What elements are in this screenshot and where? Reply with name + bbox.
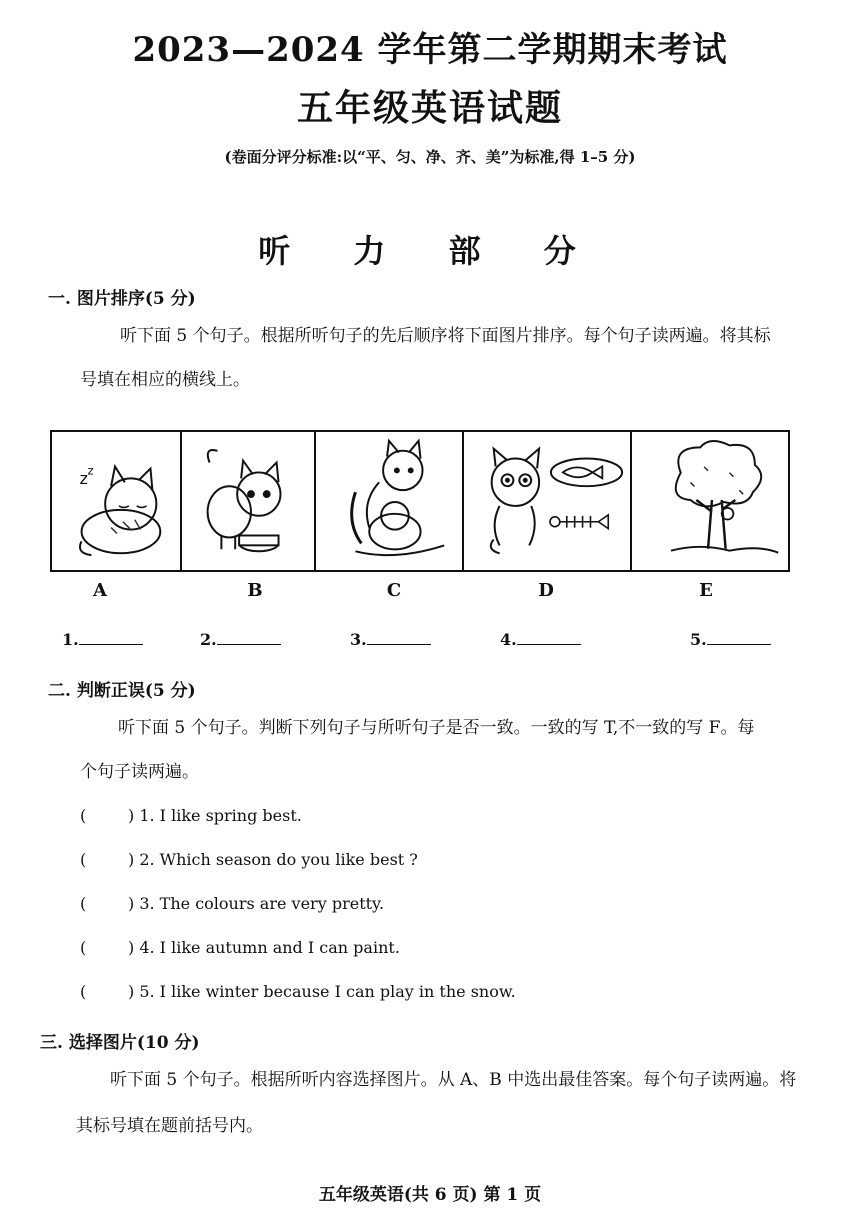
section1-instruction-line2: 号填在相应的横线上。: [80, 370, 250, 390]
blank-number: 3.: [350, 630, 367, 649]
exam-title: 2023—2024 学年第二学期期末考试: [132, 30, 728, 70]
answer-paren: (: [80, 850, 87, 869]
picture-a-sleeping-cat-icon: [52, 432, 182, 570]
section3-heading: 三. 选择图片(10 分): [40, 1033, 200, 1053]
answer-blank-2[interactable]: [200, 630, 281, 649]
picture-label-c: C: [386, 580, 402, 601]
item-text: ) 4. I like autumn and I can paint.: [128, 938, 400, 957]
picture-strip: [50, 430, 790, 572]
judge-item-3[interactable]: [80, 894, 384, 913]
answer-paren: (: [80, 982, 87, 1001]
section3-instruction-line2: 其标号填在题前括号内。: [76, 1116, 263, 1136]
judge-item-1[interactable]: [80, 806, 302, 825]
exam-subtitle: 五年级英语试题: [296, 87, 563, 129]
answer-blank-5[interactable]: [690, 630, 771, 649]
answer-paren: (: [80, 894, 87, 913]
item-text: ) 3. The colours are very pretty.: [128, 894, 385, 913]
part-title: 听 力 部 分: [258, 232, 602, 270]
picture-b-cat-eating-icon: [182, 432, 316, 570]
answer-blank-3[interactable]: [350, 630, 431, 649]
item-text: ) 5. I like winter because I can play in the snow.: [128, 982, 516, 1001]
judge-item-4[interactable]: [80, 938, 400, 957]
section1-heading: 一. 图片排序(5 分): [48, 289, 196, 309]
section3-instruction-line1: 听下面 5 个句子。根据所听内容选择图片。从 A、B 中选出最佳答案。每个句子读两遍。将: [110, 1070, 797, 1090]
scoring-note: (卷面分评分标准:以“平、匀、净、齐、美”为标准,得 1–5 分): [224, 148, 636, 166]
page-footer: 五年级英语(共 6 页) 第 1 页: [318, 1185, 542, 1205]
picture-label-e: E: [699, 580, 713, 601]
judge-item-2[interactable]: [80, 850, 418, 869]
blank-number: 5.: [690, 630, 707, 649]
picture-c-two-cats-icon: [316, 432, 464, 570]
blank-number: 1.: [62, 630, 79, 649]
picture-e-tree-with-cat-icon: [632, 432, 788, 570]
section1-instruction-line1: 听下面 5 个句子。根据所听句子的先后顺序将下面图片排序。每个句子读两遍。将其标: [120, 326, 771, 346]
picture-d-cat-with-fish-icon: [464, 432, 632, 570]
answer-paren: (: [80, 806, 87, 825]
section2-instruction-line1: 听下面 5 个句子。判断下列句子与所听句子是否一致。一致的写 T,不一致的写 F。每: [118, 718, 755, 738]
blank-number: 2.: [200, 630, 217, 649]
picture-label-b: B: [247, 580, 263, 601]
section2-heading: 二. 判断正误(5 分): [48, 681, 196, 701]
item-text: ) 2. Which season do you like best ?: [128, 850, 418, 869]
section2-instruction-line2: 个句子读两遍。: [80, 762, 199, 782]
svg-text:z: z: [79, 469, 88, 489]
svg-text:z: z: [87, 463, 94, 478]
answer-blank-1[interactable]: [62, 630, 143, 649]
answer-paren: (: [80, 938, 87, 957]
item-text: ) 1. I like spring best.: [128, 806, 302, 825]
picture-label-d: D: [538, 580, 554, 601]
judge-item-5[interactable]: [80, 982, 516, 1001]
picture-label-a: A: [93, 580, 107, 601]
blank-number: 4.: [500, 630, 517, 649]
answer-blank-4[interactable]: [500, 630, 581, 649]
